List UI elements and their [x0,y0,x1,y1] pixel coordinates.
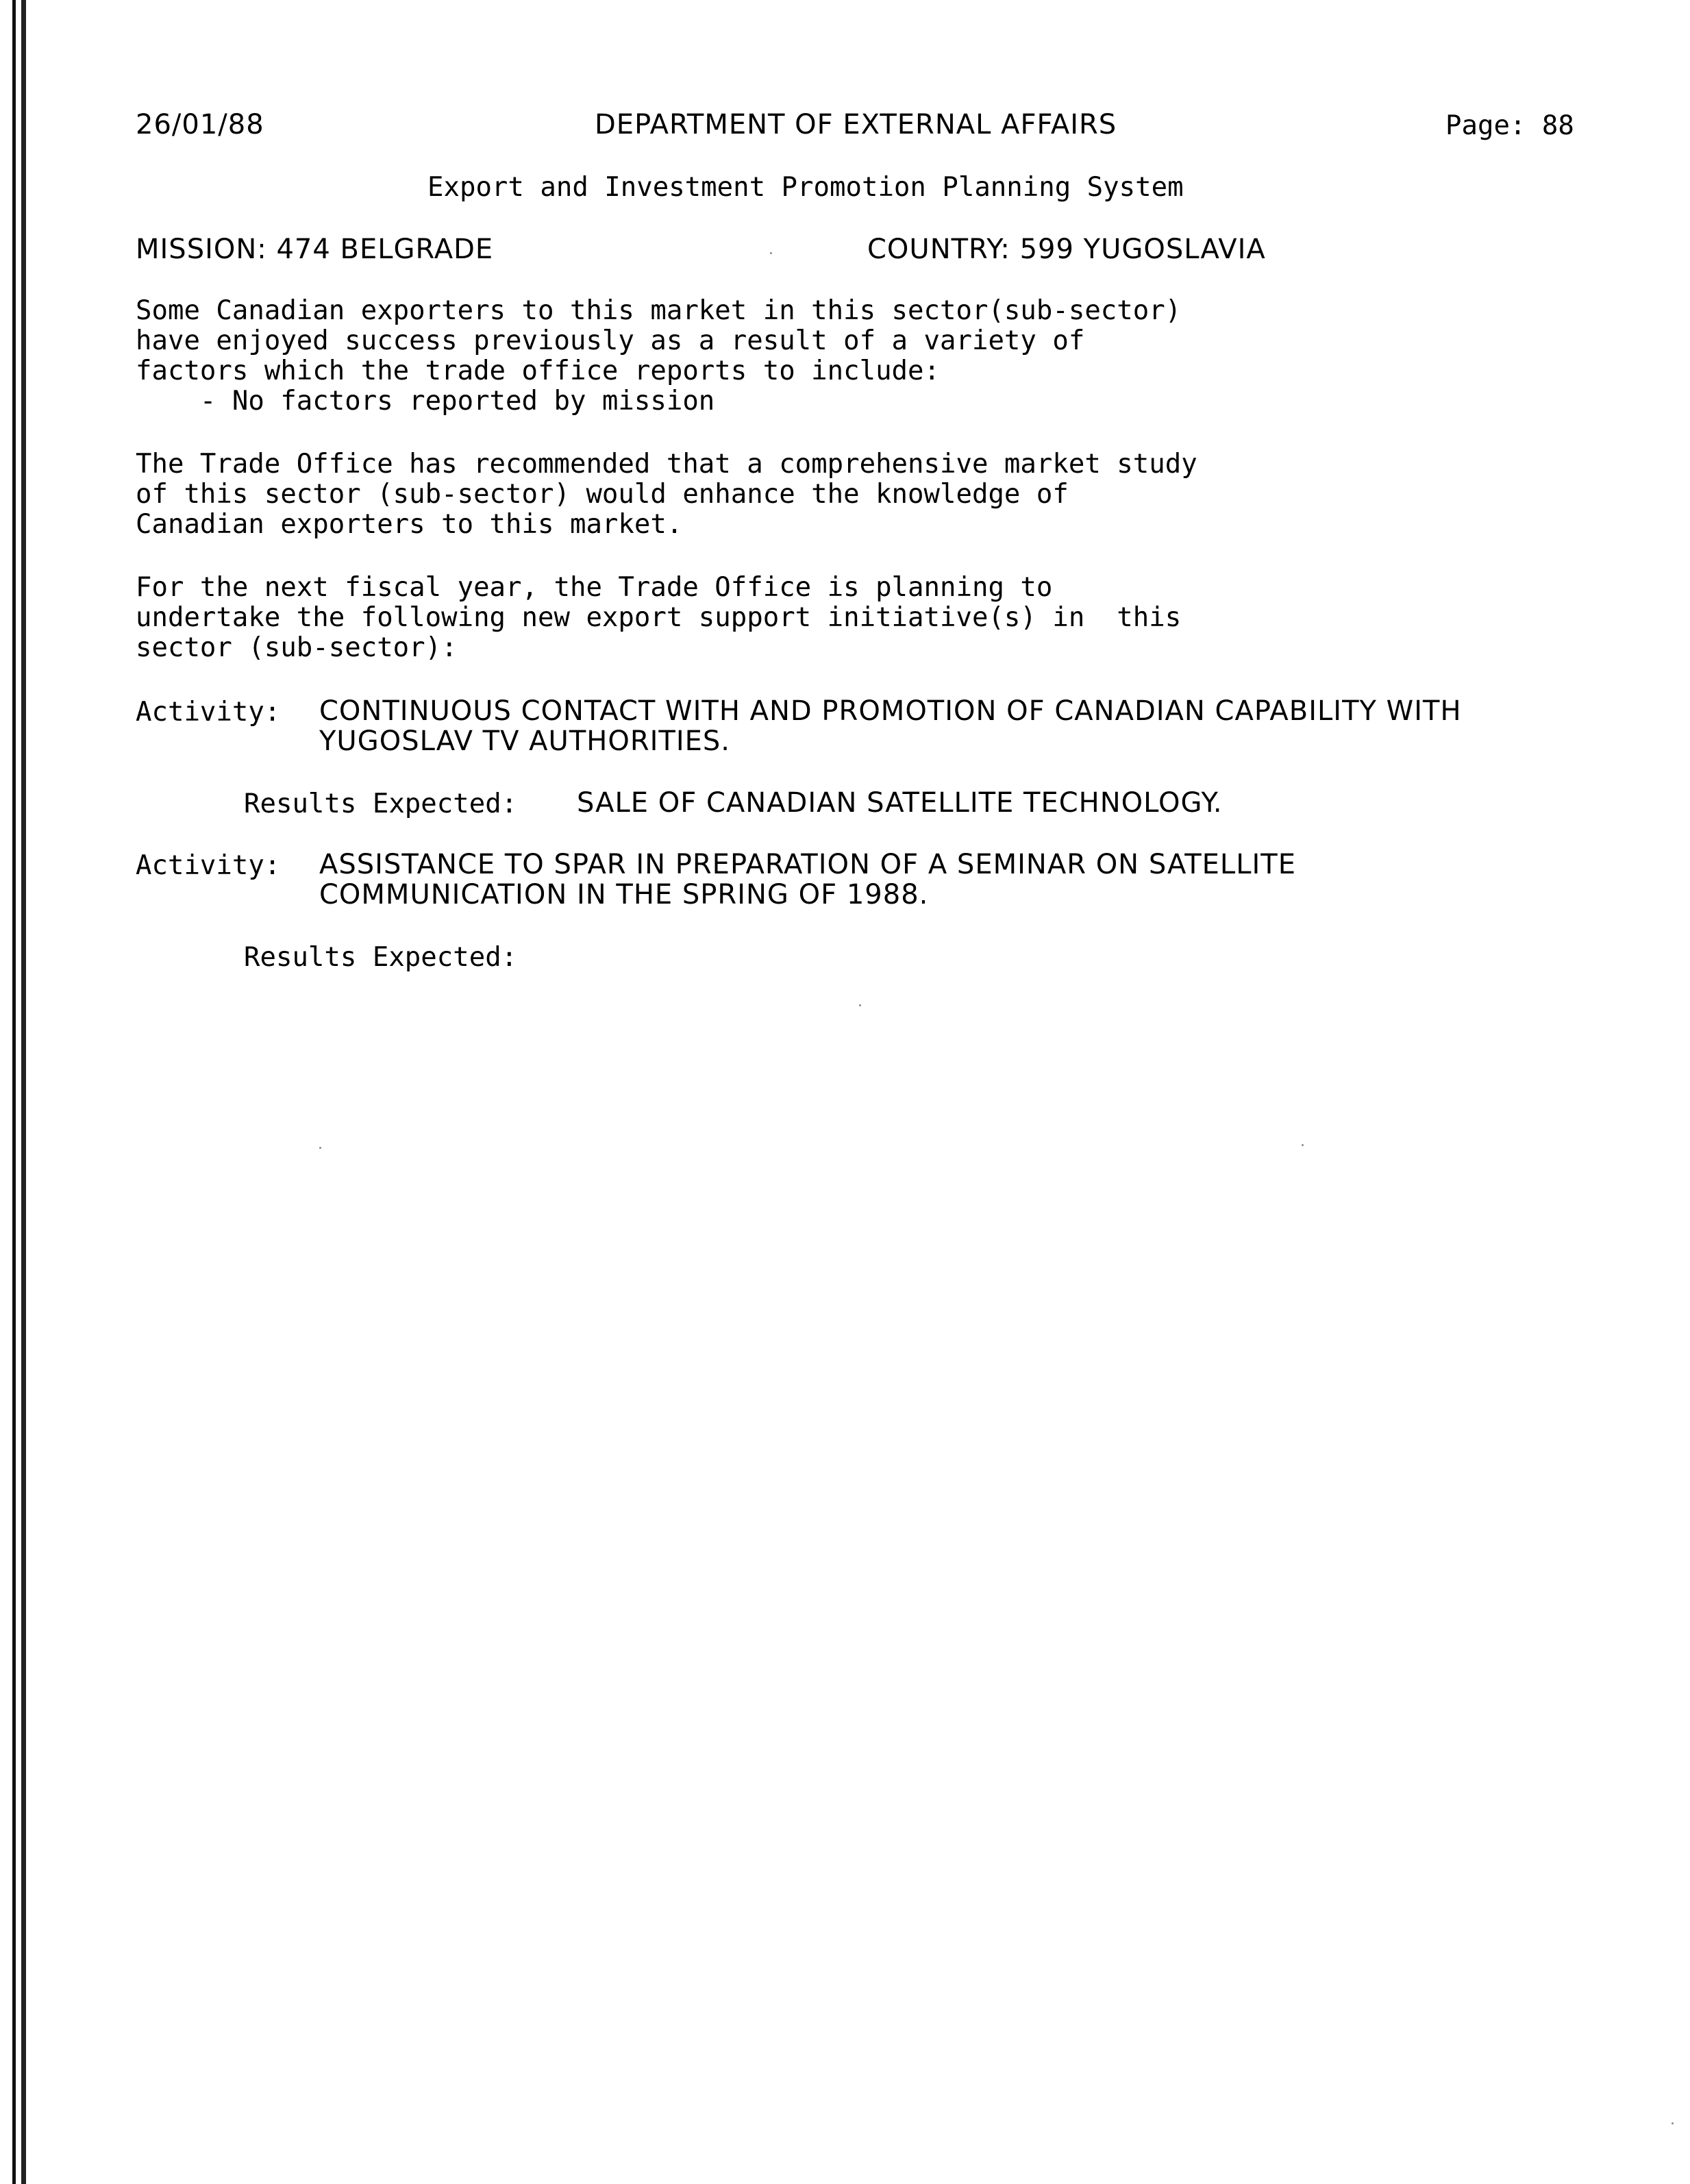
results-expected-label: Results Expected: [244,789,518,819]
scan-speck [319,1147,321,1149]
activity-description-line: COMMUNICATION IN THE SPRING OF 1988. [319,879,929,910]
scan-speck [859,1004,861,1006]
paragraph1-line: have enjoyed success previously as a result of a variety of [136,325,1085,356]
paragraph3-line: undertake the following new export support initiative(s) in this [136,602,1182,633]
activity-description-line: CONTINUOUS CONTACT WITH AND PROMOTION OF CANADIAN CAPABILITY WITH [319,695,1462,727]
scan-speck [1302,1144,1304,1146]
paragraph2-line: The Trade Office has recommended that a comprehensive market study [136,449,1197,480]
scan-speck [1672,2122,1674,2124]
report-date: 26/01/88 [136,109,264,140]
activity-description-line: YUGOSLAV TV AUTHORITIES. [319,725,731,757]
paragraph2-line: Canadian exporters to this market. [136,509,683,540]
paragraph2-line: of this sector (sub-sector) would enhance the knowledge of [136,479,1069,510]
paragraph1-line: - No factors reported by mission [136,386,715,417]
page-number: Page: 88 [1445,110,1574,141]
activity-label: Activity: [136,697,281,728]
country-label: COUNTRY: 599 YUGOSLAVIA [867,234,1266,265]
scan-speck [770,252,772,254]
paragraph3-line: For the next fiscal year, the Trade Office is planning to [136,572,1053,603]
activity-description-line: ASSISTANCE TO SPAR IN PREPARATION OF A SEMINAR ON SATELLITE [319,849,1296,880]
page-binding-edge [12,0,26,2184]
paragraph1-line: factors which the trade office reports to include: [136,356,940,386]
paragraph1-line: Some Canadian exporters to this market in this sector(sub-sector) [136,295,1182,326]
department-heading: DEPARTMENT OF EXTERNAL AFFAIRS [595,109,1117,140]
results-expected-value: SALE OF CANADIAN SATELLITE TECHNOLOGY. [577,787,1223,819]
results-expected-label: Results Expected: [244,942,518,973]
activity-label: Activity: [136,850,281,881]
paragraph3-line: sector (sub-sector): [136,632,458,663]
system-title: Export and Investment Promotion Planning System [427,172,1184,203]
mission-label: MISSION: 474 BELGRADE [136,234,494,265]
